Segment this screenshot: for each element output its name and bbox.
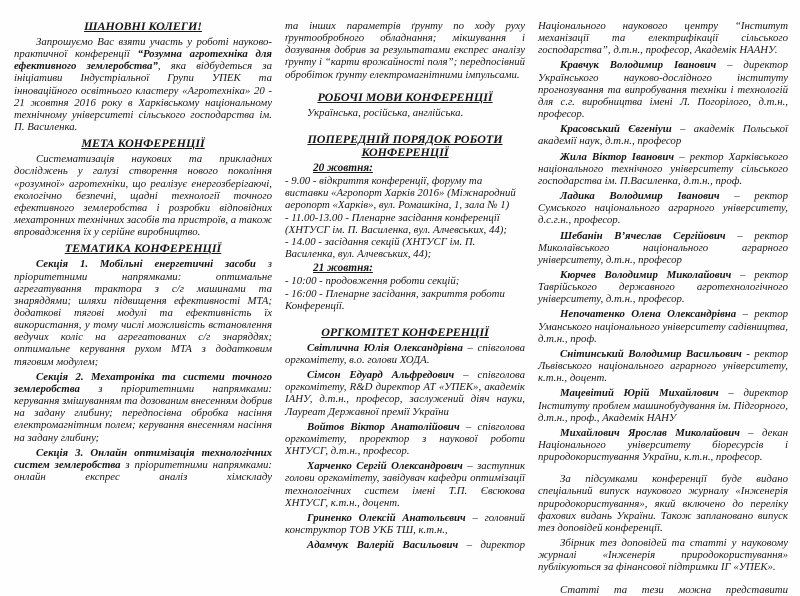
column-middle	[285, 14, 525, 565]
schedule-day2-label: 21 жовтня:	[313, 262, 373, 275]
schedule-day1-item-1: - 9.00 - відкриття конференції, форуму та виставки «Агропорт Харків 2016» (Міжнародний аеропорт «Харків», вул. Ромашкіна, 1, зала № 1)	[285, 175, 516, 212]
member-name: Кюрчев Володимир Миколайович	[560, 268, 732, 281]
member-name: Красовський Євгеніуш	[560, 123, 672, 136]
paragraph-adamchuk-continuation: Національного наукового центру “Інститут механізації та електрифікації сільського господарства”, д.т.н., професор, Академік НААНУ.	[538, 20, 788, 57]
member-name: Михайлович Ярослав Миколайович	[560, 426, 740, 439]
member-name: Кравчук Володимир Іванович	[560, 59, 717, 72]
member-name: Шебанін В’ячеслав Сергійович	[560, 229, 726, 242]
heading-conference-goal: МЕТА КОНФЕРЕНЦІЇ	[81, 136, 205, 151]
member-role: - ректор Львівського національного аграрного університету, к.т.н., доцент.	[538, 347, 788, 385]
committee-member	[538, 269, 788, 305]
schedule-day2-item-2: - 16:00 - Пленарне засідання, закриття роботи Конференції.	[285, 287, 505, 312]
member-name: Войтов Віктор Анатолійович	[307, 420, 460, 433]
paragraph-section3-continuation: та інших параметрів ґрунту по ходу руху ґрунтообробного обладнання; мікшування і дозування добрив за результатами експрес аналізу ґрунту і “карти врожайності поля”; передпосівний обробіток ґрунту електромагнітними імпульсами.	[285, 20, 525, 81]
member-role: – ректор Миколаївського національного аграрного університету, д.т.н., професор	[538, 229, 788, 266]
paragraph-special-issue: За підсумками конференції буде видано спеціальний випуск наукового журналу «Інженерія природокористування», який включено до переліку фахових видань України. Також заплановано випуск тез доповідей конференції.	[538, 473, 788, 534]
member-name: Ладика Володимир Іванович	[560, 190, 720, 203]
committee-member	[538, 151, 788, 187]
column-right	[538, 14, 789, 596]
invitation-text-post: , яка відбудеться за ініціативи Індустріальної Групи УПЕК та інноваційного освітнього кластеру «Агротехніка» 20 - 21 жовтня 2016 року в Харківському національному технічному університеті сільського господарства ім. П. Василенка.	[14, 60, 272, 134]
section-3-lead: Секція 3. Онлайн оптимізація технологічних систем землеробства	[14, 446, 272, 471]
member-role: – директор Українського науково-дослідного інституту прогнозування та випробування техніки і технологій для с.г. виробництва імені Л. Погорілого, д.т.н., професор.	[538, 59, 788, 121]
committee-member	[285, 421, 525, 457]
member-role: – ректор Сумського національного аграрного університету, д.с.г.н., професор.	[538, 190, 788, 227]
committee-member	[538, 427, 788, 463]
section-1	[14, 258, 272, 367]
heading-conference-topics: ТЕМАТИКА КОНФЕРЕНЦІЇ	[64, 241, 222, 256]
committee-member	[538, 230, 788, 266]
heading-preliminary-schedule: ПОПЕРЕДНІЙ ПОРЯДОК РОБОТИ КОНФЕРЕНЦІЇ	[307, 131, 503, 159]
member-name: Харченко Сергій Олександрович	[307, 460, 463, 473]
section-3	[14, 447, 272, 483]
paragraph-goal: Систематизація наукових та прикладних досліджень у галузі створення нового покоління «розумної» агротехніки, що реалізує енергозберігаючі, екологічно безпечні, щадні технології точного ефективного землеробства і розробки відповідних мехатронних технічних засобів та пристроїв, а також впровадження їх у серійне виробництво.	[14, 153, 272, 239]
column-left	[14, 14, 272, 565]
committee-member	[538, 308, 788, 344]
member-role: – співголова оргкомітету, в.о. голови ХОДА.	[285, 341, 526, 366]
committee-member	[538, 123, 788, 147]
section-1-body: з пріоритетними напрямками: оптимальне агрегатування трактора з с/г машинами та знаряддями; шляхи підвищення ефективності МТА; додаткові тягові модулі та ефективність їх використання, у тому числі можливість встановлення ведучих коліс на агрегатованих с/г знаряддях; оптимальне керування рухом МТА з додатковим тяговим модулем;	[14, 258, 272, 368]
committee-member	[285, 539, 525, 551]
member-name: Адамчук Валерій Васильович	[307, 539, 459, 552]
member-role: – співголова оргкомітету, проректор з наукової роботи ХНТУСГ, д.т.н., професор.	[285, 420, 525, 458]
committee-member	[538, 387, 788, 423]
committee-member	[285, 342, 525, 366]
paragraph-submission-lead: Статті та тези можна представити	[560, 583, 788, 596]
member-role: – декан Національного університету біоресурсів і природокористування України, к.т.н., професор.	[538, 426, 788, 464]
member-name: Жила Віктор Іванович	[560, 150, 675, 163]
paragraph-invitation	[14, 36, 272, 133]
member-role: – співголова оргкомітету, R&D директор АТ «УПЕК», академік ІАНУ, д.т.н., професор, заслужений діяч науки, Лауреат Державної премії України	[285, 369, 525, 418]
committee-member	[538, 59, 788, 120]
member-name: Мацевітий Юрій Михайлович	[560, 387, 719, 400]
heading-dear-colleagues: ШАНОВНІ КОЛЕГИ!	[84, 19, 202, 33]
section-2-lead: Секція 2. Мехатроніка та системи точного землеробства	[14, 370, 272, 395]
committee-member	[285, 512, 525, 536]
section-2	[14, 371, 272, 444]
member-name: Непочатенко Олена Олександрівна	[560, 308, 737, 321]
schedule-day1-label: 20 жовтня:	[313, 161, 373, 174]
committee-member	[538, 348, 788, 384]
member-role: – заступник голови оргкомітету, завідувач кафедри оптимізації технологічних систем імені Т.П. Євсюкова ХНТУСГ, к.т.н., доцент.	[285, 460, 525, 509]
paragraph-languages: Українська, російська, англійська.	[307, 106, 464, 119]
committee-member	[285, 460, 525, 509]
schedule-day1-item-2: - 11.00-13.00 - Пленарне засідання конференції (ХНТУСГ ім. П. Василенка, вул. Алчевських, 44);	[285, 211, 507, 236]
member-role: – ректор Уманського національного університету садівництва, д.т.н., проф.	[538, 308, 788, 345]
committee-member	[285, 369, 525, 418]
member-name: Світлична Юлія Олександрівна	[307, 341, 463, 354]
member-role: – ректор Харківського національного технічного університету сільського господарства ім. П.Василенка, д.т.н., проф.	[538, 150, 789, 187]
paragraph-publication-support: Збірник тез доповідей та статті у науковому журналі «Інженерія природокористування» публікуються за фінансової підтримки ІГ «УПЕК».	[538, 537, 788, 574]
member-role: – директор	[458, 539, 525, 552]
member-role: – головний конструктор ТОВ УКБ ТШ, к.т.н.,	[285, 511, 525, 536]
section-1-lead: Секція 1. Мобільні енергетичні засоби	[36, 258, 256, 271]
member-role: – директор Інституту проблем машинобудування ім. Підгорного, д.т.н., проф., Академік НАНУ	[538, 387, 788, 424]
section-3-body: з пріоритетними напрямками: онлайн експрес аналіз хімскладу	[14, 458, 272, 483]
member-name: Сімсон Едуард Альфредович	[307, 369, 455, 382]
heading-organizing-committee: ОРГКОМІТЕТ КОНФЕРЕНЦІЇ	[321, 324, 489, 339]
member-role: – академік Польської академії наук, д.т.н., професор	[538, 123, 788, 148]
invitation-text-pre: Запрошуємо Вас взяти участь у роботі науково-практичної конференції	[14, 36, 272, 61]
schedule-day2-item-1: - 10:00 - продовження роботи секцій;	[285, 275, 460, 288]
conference-title-bold: “Розумна агротехніка для ефективного землеробства”	[14, 48, 272, 73]
heading-working-languages: РОБОЧІ МОВИ КОНФЕРЕНЦІЇ	[317, 89, 493, 104]
member-name: Снітинський Володимир Васильович	[560, 347, 742, 360]
section-2-body: з пріоритетними напрямками: керування змішуванням та дозованим внесенням добрив на задану глибину; передпосівна обробка насіння електромагнітним полем; керування внесенням насіння на задану глибину;	[14, 382, 272, 444]
committee-member	[538, 190, 788, 226]
schedule-day1-item-3: - 14.00 - засідання секцій (ХНТУСГ ім. П. Василенка, вул. Алчевських, 44);	[285, 235, 476, 261]
member-role: – ректор Таврійського державного агротехнологічного університету, д.т.н., професор.	[538, 268, 788, 306]
member-name: Гриненко Олексій Анатольєвич	[307, 511, 466, 524]
